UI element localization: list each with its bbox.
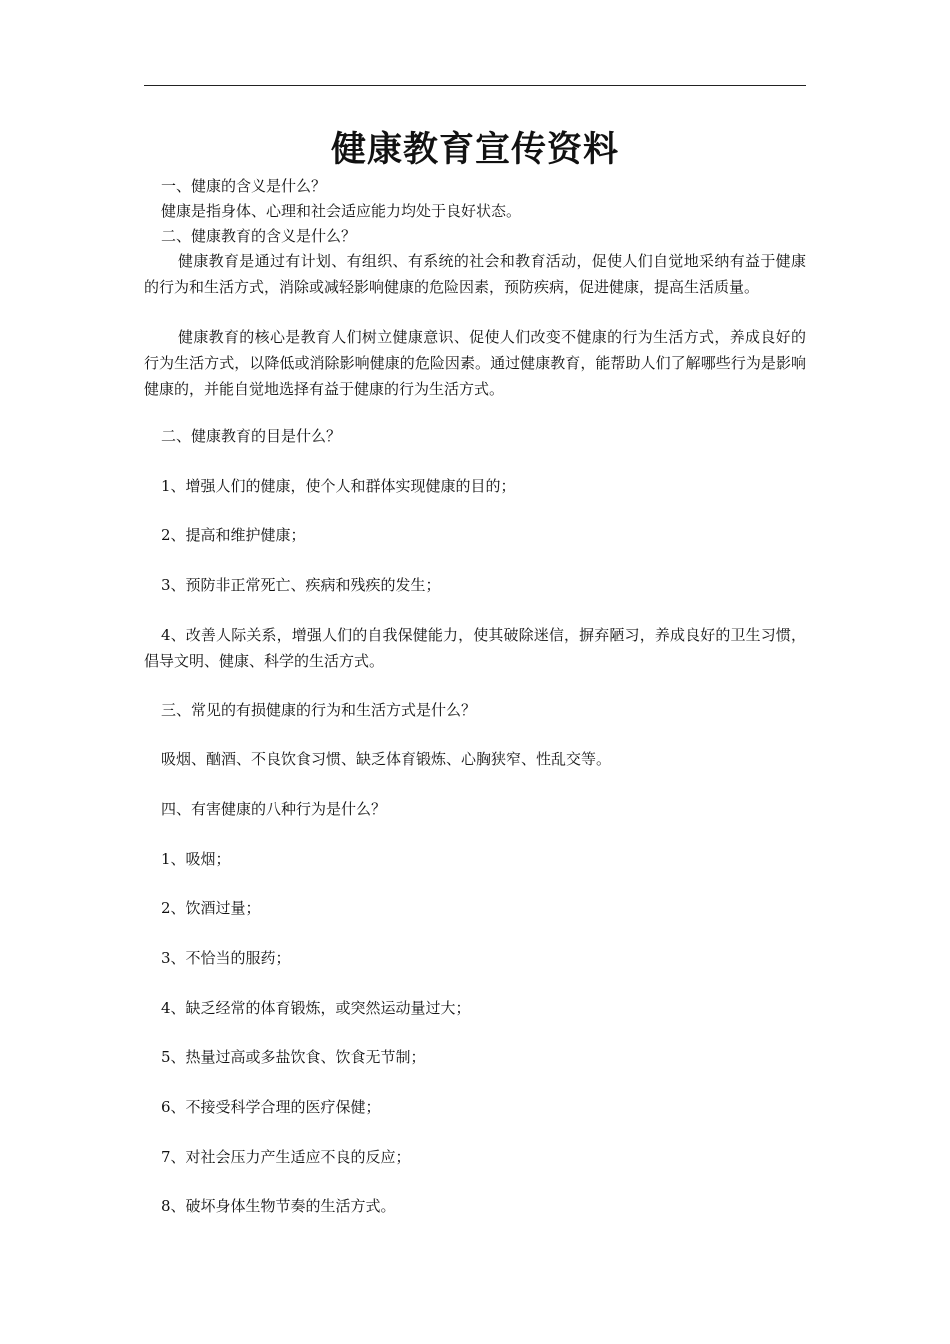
- question-health-meaning: 一、健康的含义是什么？: [161, 177, 327, 195]
- question-education-goals: 二、健康教育的目是什么？: [161, 427, 342, 445]
- list-item-behavior: 2、饮酒过量；: [161, 899, 261, 917]
- page-title: 健康教育宣传资料: [330, 129, 619, 170]
- list-item-behavior: 7、对社会压力产生适应不良的反应；: [161, 1148, 411, 1166]
- question-eight-behaviors: 四、有害健康的八种行为是什么？: [161, 800, 387, 818]
- list-item-goal: 1、增强人们的健康，使个人和群体实现健康的目的；: [161, 477, 516, 495]
- list-item-behavior: 8、破坏身体生物节奏的生活方式。: [161, 1197, 396, 1215]
- list-item-behavior: 1、吸烟；: [161, 850, 231, 868]
- header-rule: [144, 85, 806, 86]
- list-item-behavior: 5、热量过高或多盐饮食、饮食无节制；: [161, 1048, 426, 1066]
- answer-harmful-lifestyles: 吸烟、酗酒、不良饮食习惯、缺乏体育锻炼、心胸狭窄、性乱交等。: [161, 750, 612, 768]
- answer-health-meaning: 健康是指身体、心理和社会适应能力均处于良好状态。: [161, 202, 522, 220]
- list-item-goal: 3、预防非正常死亡、疾病和残疾的发生；: [161, 576, 441, 594]
- list-item-behavior: 3、不恰当的服药；: [161, 949, 291, 967]
- question-harmful-lifestyles: 三、常见的有损健康的行为和生活方式是什么？: [161, 701, 477, 719]
- paragraph-education-core: 健康教育的核心是教育人们树立健康意识、促使人们改变不健康的行为生活方式，养成良好的行为生活方式，以降低或消除影响健康的危险因素。通过健康教育，能帮助人们了解哪些行为是影响健康的，并能自觉地选择有益于健康的行为生活方式。: [144, 328, 806, 398]
- list-item-behavior: 4、缺乏经常的体育锻炼，或突然运动量过大；: [161, 999, 471, 1017]
- list-item-behavior: 6、不接受科学合理的医疗保健；: [161, 1098, 381, 1116]
- paragraph-education-definition: 健康教育是通过有计划、有组织、有系统的社会和教育活动，促使人们自觉地采纳有益于健康的行为和生活方式，消除或减轻影响健康的危险因素，预防疾病，促进健康，提高生活质量。: [144, 252, 806, 296]
- list-item-goal: 2、提高和维护健康；: [161, 526, 306, 544]
- list-item-goal: 4、改善人际关系，增强人们的自我保健能力，使其破除迷信，摒弃陋习，养成良好的卫生习惯，倡导文明、健康、科学的生活方式。: [144, 626, 806, 670]
- question-education-meaning: 二、健康教育的含义是什么？: [161, 227, 357, 245]
